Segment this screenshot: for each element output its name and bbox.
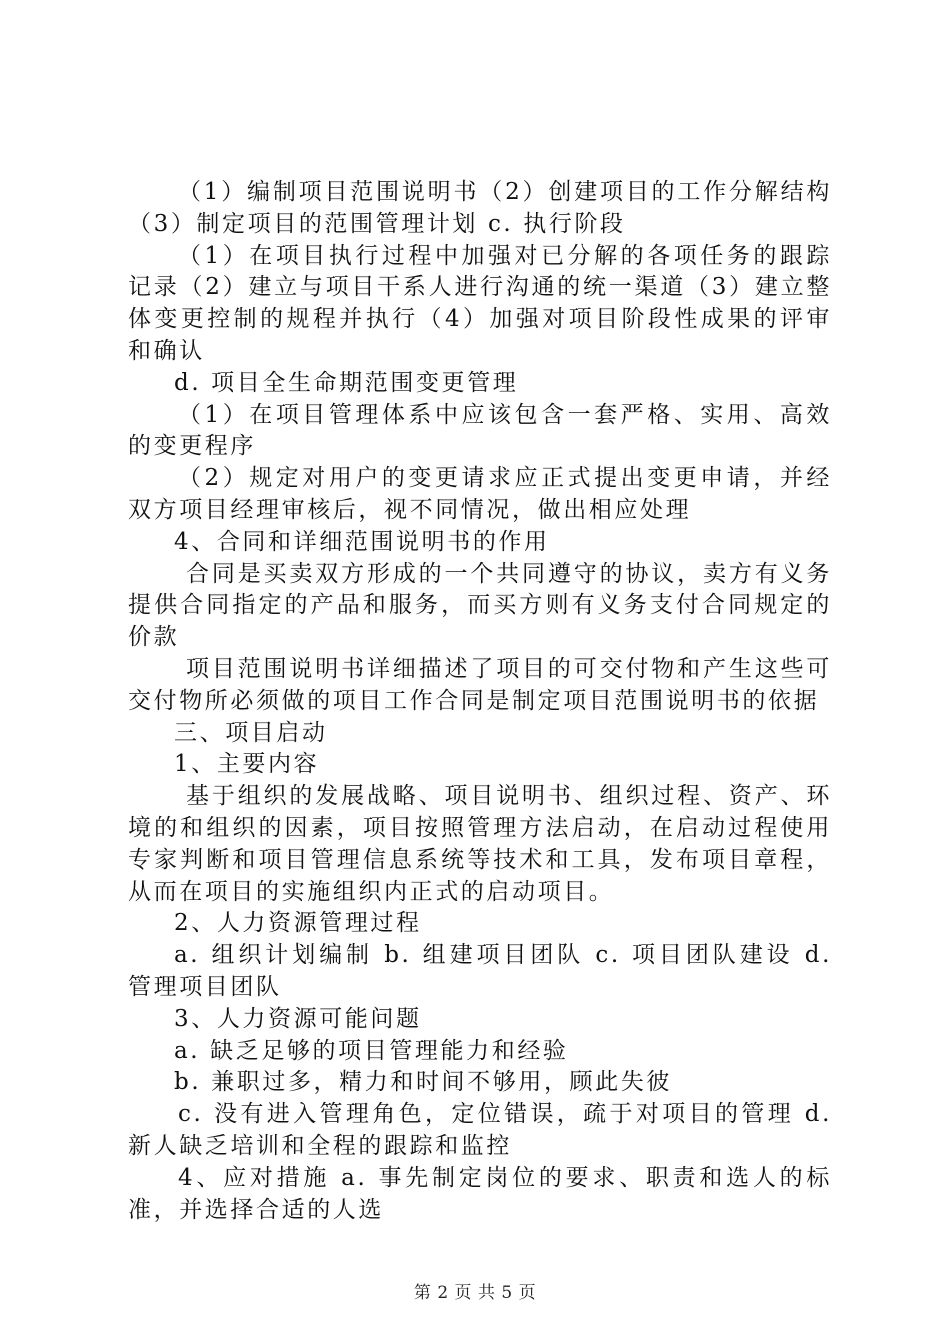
paragraph: a. 组织计划编制 b. 组建项目团队 c. 项目团队建设 d. 管理项目团队 <box>128 942 832 1000</box>
paragraph: 项目范围说明书详细描述了项目的可交付物和产生这些可交付物所必须做的项目工作合同是制定项目范围说明书的依据 <box>128 655 832 714</box>
document-body <box>128 177 832 1226</box>
section-heading: 3、人力资源可能问题 <box>174 1005 422 1032</box>
section-heading: 三、项目启动 <box>174 719 328 746</box>
paragraph: 合同是买卖双方形成的一个共同遵守的协议，卖方有义务提供合同指定的产品和服务，而买方则有义务支付合同规定的价款 <box>128 560 832 651</box>
paragraph: （1）在项目管理体系中应该包含一套严格、实用、高效的变更程序 <box>128 401 832 460</box>
paragraph: （1）在项目执行过程中加强对已分解的各项任务的跟踪记录（2）建立与项目干系人进行沟通的统一渠道（3）建立整体变更控制的规程并执行（4）加强对项目阶段性成果的评审和确认 <box>128 242 832 364</box>
paragraph: 基于组织的发展战略、项目说明书、组织过程、资产、环境的和组织的因素，项目按照管理方法启动，在启动过程使用专家判断和项目管理信息系统等技术和工具，发布项目章程，从而在项目的实施组织内正式的启动项目。 <box>128 783 832 905</box>
paragraph: b. 兼职过多，精力和时间不够用，顾此失彼 <box>174 1069 672 1096</box>
paragraph: c. 没有进入管理角色，定位错误，疏于对项目的管理 d. 新人缺乏培训和全程的跟踪和监控 <box>128 1101 832 1159</box>
section-heading: 4、合同和详细范围说明书的作用 <box>174 528 550 555</box>
paragraph: a. 缺乏足够的项目管理能力和经验 <box>174 1037 569 1064</box>
page-number-footer: 第 2 页 共 5 页 <box>413 1283 537 1303</box>
paragraph: （1）编制项目范围说明书（2）创建项目的工作分解结构（3）制定项目的范围管理计划 c. 执行阶段 <box>128 179 832 237</box>
paragraph: 4、应对措施 a. 事先制定岗位的要求、职责和选人的标准，并选择合适的人选 <box>128 1164 832 1223</box>
paragraph: d. 项目全生命期范围变更管理 <box>174 369 519 396</box>
section-heading: 1、主要内容 <box>174 751 320 778</box>
paragraph: （2）规定对用户的变更请求应正式提出变更申请，并经双方项目经理审核后，视不同情况，做出相应处理 <box>128 465 832 523</box>
section-heading: 2、人力资源管理过程 <box>174 910 422 937</box>
